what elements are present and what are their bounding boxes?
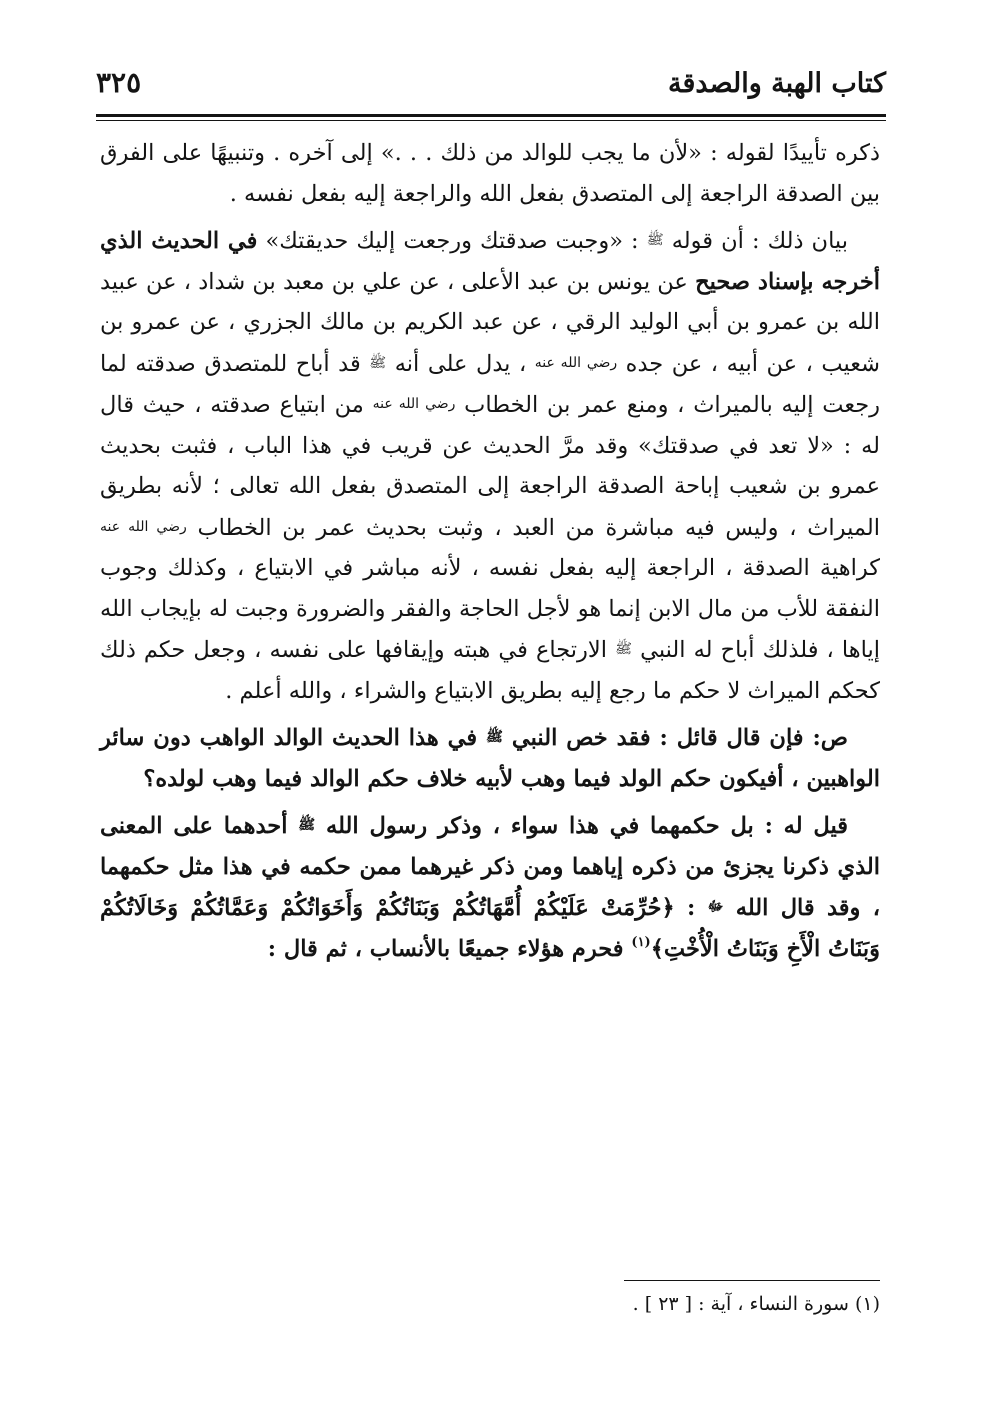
text-run: أحدهما على المعنى الذي ذكرنا يجزئ من ذكره إياهما ومن ذكر غيرهما ممن حكمه في هذا مثل حكمهما ، وقد قال الله xyxy=(100,813,880,921)
honorific-glyph: ﷺ xyxy=(646,232,664,248)
quran-verse: ﴿حُرِّمَتْ عَلَيْكُمْ أُمَّهَاتُكُمْ وَبَنَاتُكُمْ وَأَخَوَاتُكُمْ وَعَمَّاتُكُمْ وَخَالَاتُكُمْ وَبَنَاتُ الْأَخِ وَبَنَاتُ الْأُخْتِ﴾ xyxy=(100,895,880,962)
text-run: : xyxy=(674,895,708,921)
text-run: الارتجاع في هبته وإيقافها على نفسه ، وجعل حكم ذلك كحكم الميراث لا حكم ما رجع إليه بطريق الابتياع والشراء ، والله أعلم . xyxy=(100,637,880,704)
book-title: كتاب الهبة والصدقة xyxy=(668,68,886,99)
text-run: : «وجبت صدقتك ورجعت إليك حديقتك» xyxy=(257,228,647,254)
paragraph-2 xyxy=(100,220,880,711)
text-run: من ابتياع صدقته ، حيث قال له : «لا تعد في صدقتك» وقد مرَّ الحديث عن قريب في هذا الباب ، فثبت بحديث عمرو بن شعيب إباحة الصدقة الراجعة إلى المتصدق بفعل الله تعالى ؛ لأنه بطريق الميراث ، وليس فيه مباشرة من العبد ، وثبت بحديث عمر بن الخطاب xyxy=(100,392,880,541)
honorific-glyph: رضي الله عنه xyxy=(372,396,456,412)
text-run: قد أباح للمتصدق صدقته لما رجعت إليه بالميراث ، ومنع عمر بن الخطاب xyxy=(100,350,880,418)
header-rule xyxy=(96,114,886,117)
footnote-rule xyxy=(624,1280,880,1281)
paragraph-3 xyxy=(100,717,880,799)
text-run: فحرم هؤلاء جميعًا بالأنساب ، ثم قال : xyxy=(267,935,632,962)
footnote-reference[interactable]: (١) xyxy=(631,934,651,950)
text-run: ذكره تأييدًا لقوله : «لأن ما يجب للوالد من ذلك . . .» إلى آخره . وتنبيهًا على الفرق بين الصدقة الراجعة إلى المتصدق بفعل الله والراجعة إليه بفعل نفسه . xyxy=(100,140,880,207)
honorific-glyph: رضي الله عنه xyxy=(534,354,618,371)
page-number: ٣٢٥ xyxy=(96,66,142,99)
text-run: في هذا الحديث الوالد الواهب دون سائر الواهبين ، أفيكون حكم الولد فيما وهب لأبيه خلاف حكم الوالد فيما وهب لولده؟ xyxy=(100,725,880,792)
footnote-1: (١) سورة النساء ، آية : [ ٢٣ ] . xyxy=(632,1293,880,1315)
paragraph-1 xyxy=(100,133,880,214)
honorific-glyph: ﷺ xyxy=(615,641,632,657)
text-run: ، يدل على أنه xyxy=(386,350,535,377)
honorific-glyph: ﷺ xyxy=(486,729,503,745)
text-run: ص: فإن قال قائل : فقد خص النبي xyxy=(502,725,848,751)
text-run: قيل له : بل حكمهما في هذا سواء ، وذكر رسول الله xyxy=(315,813,849,839)
honorific-glyph: ﷻ xyxy=(707,899,724,915)
honorific-glyph: رضي الله عنه xyxy=(100,518,187,535)
text-run: كراهية الصدقة ، الراجعة إليه بفعل نفسه ، لأنه مباشر في الابتياع ، وكذلك وجوب النفقة للأب من مال الابن إنما هو لأجل الحاجة والفقر والضرورة وجبت له بإيجاب الله إياها ، فلذلك أباح له النبي xyxy=(100,555,880,663)
running-header xyxy=(96,64,886,110)
honorific-glyph: ﷺ xyxy=(369,354,387,371)
bold-phrase: في الحديث الذي أخرجه بإسناد صحيح xyxy=(100,228,880,295)
body-text xyxy=(100,133,880,969)
text-run: عن يونس بن عبد الأعلى ، عن علي بن معبد بن شداد ، عن عبيد الله بن عمرو بن أبي الوليد الرقي ، عن عبد الكريم بن مالك الجزري ، عن عمرو بن شعيب ، عن أبيه ، عن جده xyxy=(100,268,880,377)
honorific-glyph: ﷺ xyxy=(298,817,316,833)
paragraph-4 xyxy=(100,805,880,969)
header-rule-thin xyxy=(96,120,886,121)
text-run: بيان ذلك : أن قوله xyxy=(663,228,848,254)
